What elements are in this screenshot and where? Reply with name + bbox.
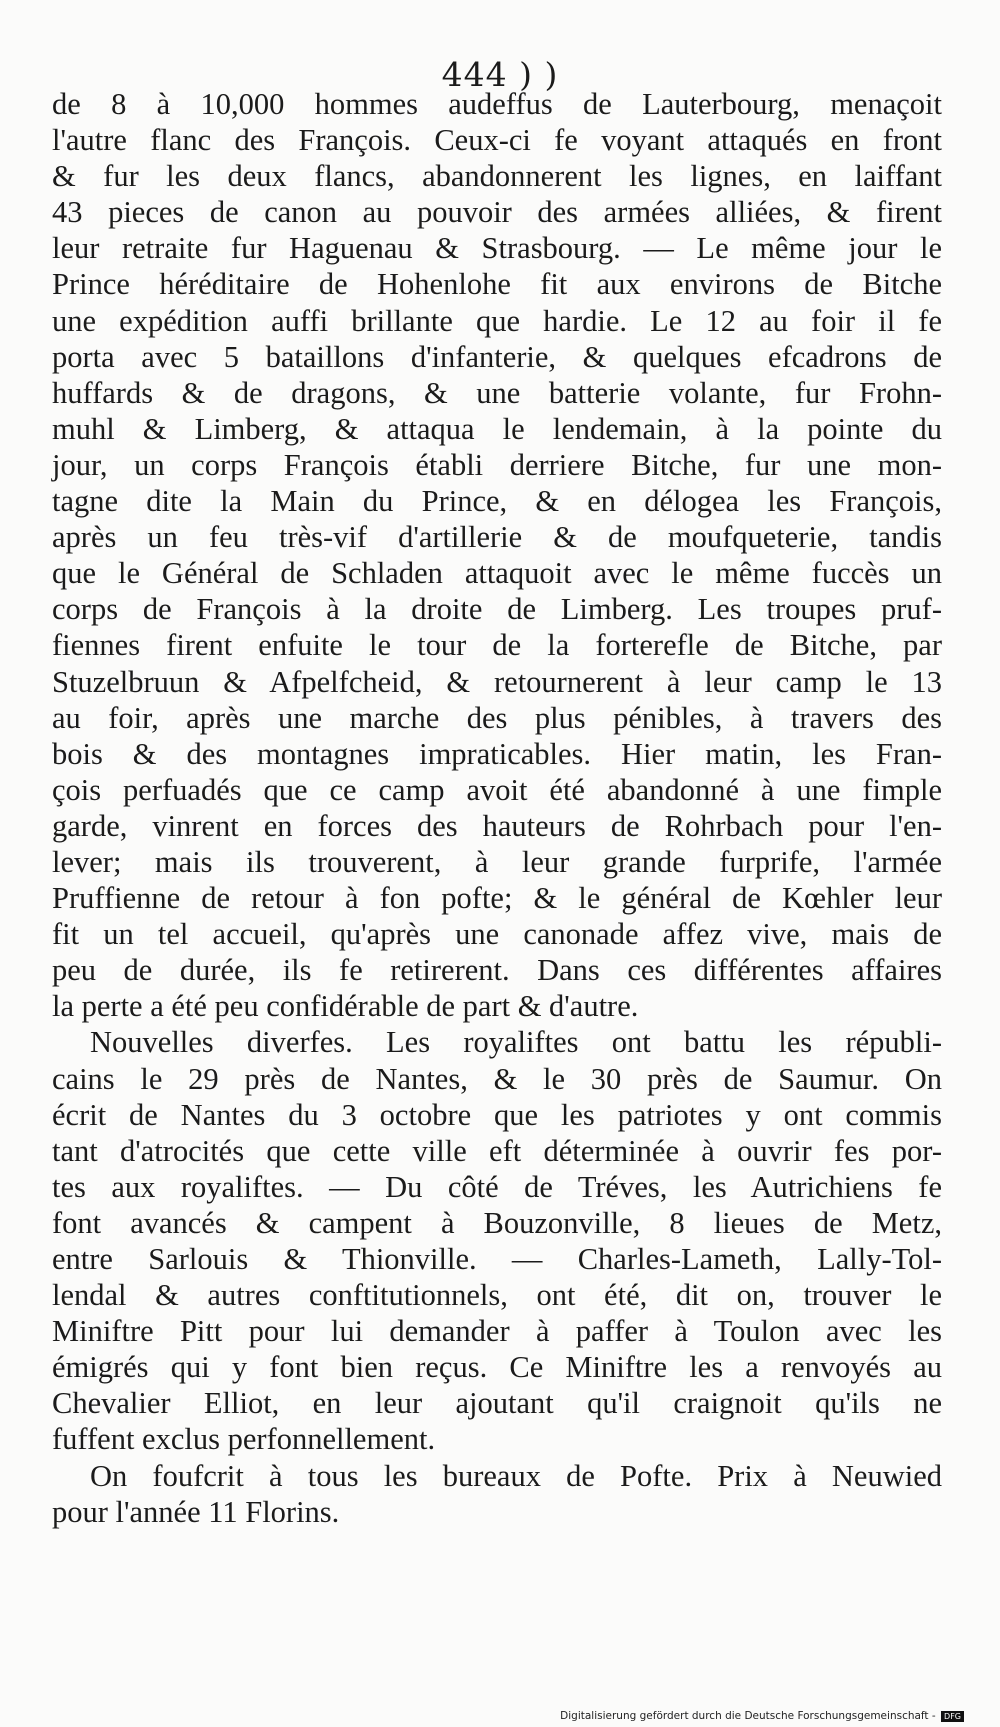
text-line: pour l'année 11 Florins. <box>52 1494 340 1529</box>
text-line: fit un tel accueil, qu'après une canonade affez vive, mais de <box>52 917 942 952</box>
text-line: On foufcrit à tous les bureaux de Pofte. Prix à Neuwied <box>90 1458 942 1493</box>
text-line: huffards & de dragons, & une batterie volante, fur Frohn- <box>52 375 942 410</box>
text-line: tes aux royaliftes. — Du côté de Tréves, les Autrichiens fe <box>52 1169 942 1204</box>
text-line: entre Sarlouis & Thionville. — Charles-Lameth, Lally-Tol- <box>52 1242 942 1276</box>
text-line: cains le 29 près de Nantes, & le 30 près de Saumur. On <box>52 1061 942 1096</box>
body-text <box>52 86 942 1530</box>
text-line: Miniftre Pitt pour lui demander à paffer à Toulon avec les <box>52 1314 942 1349</box>
text-line: muhl & Limberg, & attaqua le lendemain, à la pointe du <box>52 411 942 446</box>
text-line: écrit de Nantes du 3 octobre que les patriotes y ont commis <box>52 1097 942 1132</box>
text-line: lever; mais ils trouverent, à leur grande furprife, l'armée <box>52 844 942 879</box>
text-line: jour, un corps François établi derriere Bitche, fur une mon- <box>52 447 942 482</box>
text-line: peu de durée, ils fe retirerent. Dans ces différentes affaires <box>52 953 942 988</box>
text-line: Prince héréditaire de Hohenlohe fit aux environs de Bitche <box>52 267 942 302</box>
text-line: après un feu très-vif d'artillerie & de moufqueterie, tandis <box>52 520 942 555</box>
text-line: garde, vinrent en forces des hauteurs de Rohrbach pour l'en- <box>52 808 942 843</box>
text-line: bois & des montagnes impraticables. Hier matin, les Fran- <box>52 736 942 771</box>
digitization-credit <box>560 1710 964 1722</box>
page-number-header: 444 ) ) <box>441 55 559 94</box>
dfg-logo-icon: DFG <box>941 1711 964 1722</box>
text-line: fiennes firent enfuite le tour de la forterefle de Bitche, par <box>52 628 942 663</box>
text-line: Nouvelles diverfes. Les royaliftes ont battu les républi- <box>90 1025 942 1060</box>
text-line: une expédition auffi brillante que hardie. Le 12 au foir il fe <box>52 303 942 338</box>
text-line: fuffent exclus perfonnellement. <box>52 1422 436 1457</box>
text-line: l'autre flanc des François. Ceux-ci fe voyant attaqués en front <box>52 123 942 158</box>
text-line: que le Général de Schladen attaquoit avec le même fuccès un <box>52 556 942 591</box>
text-line: Pruffienne de retour à fon pofte; & le général de Kœhler leur <box>52 881 942 916</box>
text-line: tagne dite la Main du Prince, & en délogea les François, <box>52 484 942 519</box>
text-line: font avancés & campent à Bouzonville, 8 lieues de Metz, <box>52 1205 942 1240</box>
text-line: de 8 à 10,000 hommes audeffus de Lauterbourg, menaçoit <box>52 87 942 121</box>
text-line: çois perfuadés que ce camp avoit été abandonné à une fimple <box>52 772 942 807</box>
text-line: tant d'atrocités que cette ville eft déterminée à ouvrir fes por- <box>52 1133 942 1168</box>
text-line: 43 pieces de canon au pouvoir des armées alliées, & firent <box>52 195 942 230</box>
text-line: émigrés qui y font bien reçus. Ce Miniftre les a renvoyés au <box>52 1350 942 1385</box>
text-line: lendal & autres conftitutionnels, ont été, dit on, trouver le <box>52 1278 942 1313</box>
text-line: Chevalier Elliot, en leur ajoutant qu'il craignoit qu'ils ne <box>52 1386 942 1421</box>
text-line: & fur les deux flancs, abandonnerent les lignes, en laiffant <box>52 159 942 194</box>
text-line: leur retraite fur Haguenau & Strasbourg. — Le même jour le <box>52 231 942 266</box>
text-line: porta avec 5 bataillons d'infanterie, & quelques efcadrons de <box>52 339 942 374</box>
text-line: Stuzelbruun & Afpelfcheid, & retournerent à leur camp le 13 <box>52 664 942 699</box>
text-line: au foir, après une marche des plus pénibles, à travers des <box>52 700 942 735</box>
credit-text: Digitalisierung gefördert durch die Deutsche Forschungsgemeinschaft - <box>560 1710 936 1722</box>
text-line: corps de François à la droite de Limberg. Les troupes pruf- <box>52 592 942 627</box>
text-line: la perte a été peu confidérable de part & d'autre. <box>52 989 639 1024</box>
